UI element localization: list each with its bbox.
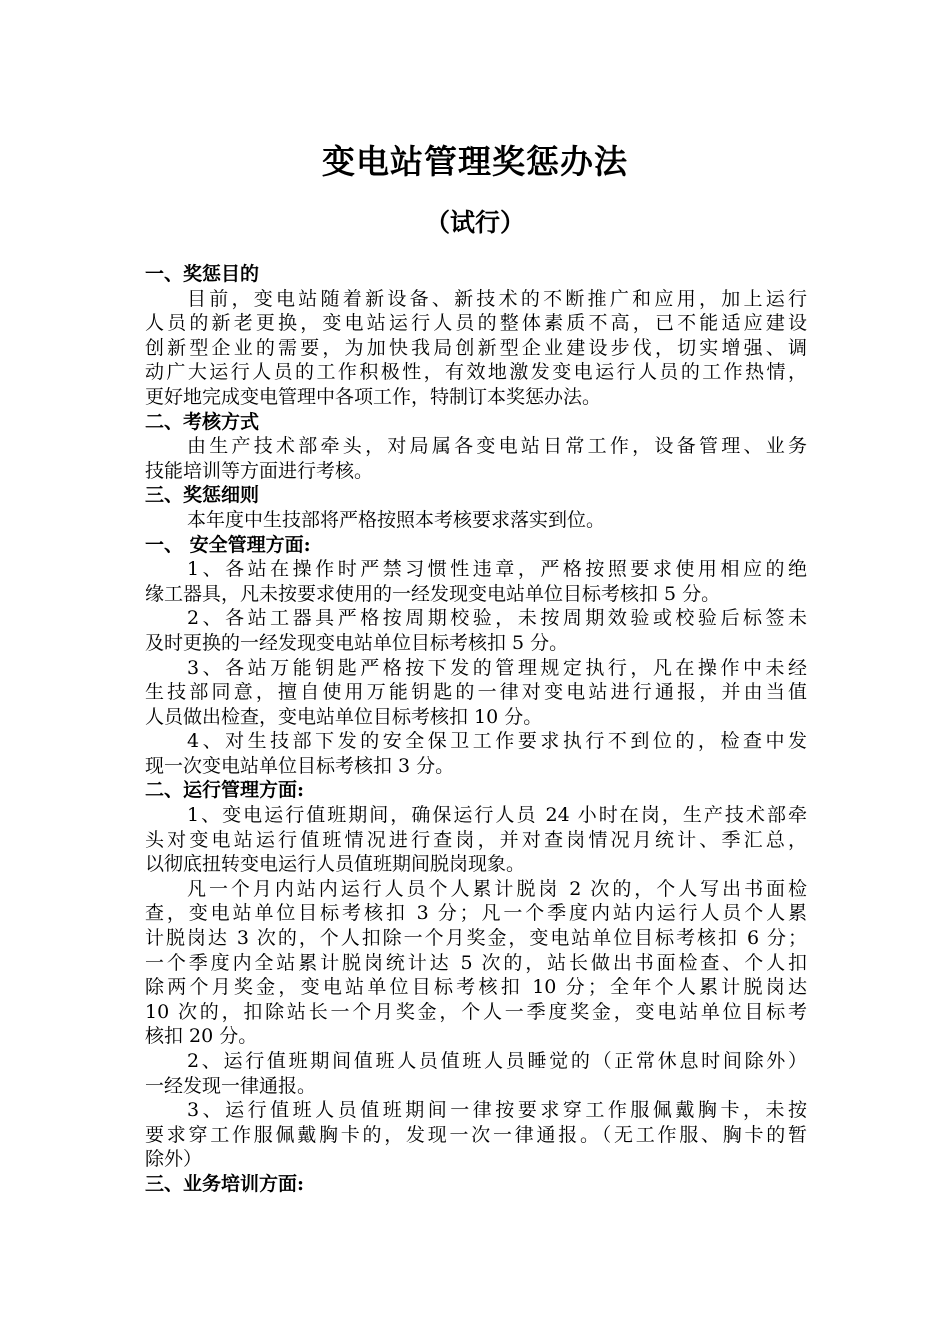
- paragraph-line: 由生产技术部牵头，对局属各变电站日常工作，设备管理、业务: [187, 435, 807, 458]
- paragraph-line: 及时更换的一经发现变电站单位目标考核扣 5 分。: [145, 631, 569, 654]
- paragraph-line: 凡一个月内站内运行人员个人累计脱岗 2 次的，个人写出书面检: [187, 877, 807, 900]
- paragraph-line: 1、变电运行值班期间，确保运行人员 24 小时在岗，生产技术部牵: [187, 804, 807, 827]
- subsection-heading: 一、 安全管理方面:: [145, 533, 311, 556]
- section-heading: 一、奖惩目的: [145, 263, 260, 285]
- section-heading: 三、奖惩细则: [145, 484, 260, 507]
- paragraph-line: 3、运行值班人员值班期间一律按要求穿工作服佩戴胸卡，未按: [187, 1099, 807, 1122]
- paragraph-line: 计脱岗达 3 次的，个人扣除一个月奖金，变电站单位目标考核扣 6 分；: [145, 927, 807, 950]
- paragraph-line: 2、各站工器具严格按周期校验，未按周期效验或校验后标签未: [187, 607, 807, 630]
- subsection-heading: 二、运行管理方面:: [145, 779, 305, 802]
- document-body: [145, 262, 807, 1197]
- paragraph-line: 一经发现一律通报。: [145, 1074, 317, 1097]
- paragraph-line: 生技部同意，擅自使用万能钥匙的一律对变电站进行通报，并由当值: [145, 681, 807, 704]
- paragraph-line: 1、各站在操作时严禁习惯性违章，严格按照要求使用相应的绝: [187, 558, 807, 581]
- paragraph-line: 缘工器具，凡未按要求使用的一经发现变电站单位目标考核扣 5 分。: [145, 582, 721, 605]
- paragraph-line: 除外）: [145, 1148, 203, 1171]
- paragraph-line: 本年度中生技部将严格按照本考核要求落实到位。: [187, 508, 606, 531]
- paragraph-line: 4、对生技部下发的安全保卫工作要求执行不到位的，检查中发: [187, 730, 807, 753]
- paragraph-line: 以彻底扭转变电运行人员值班期间脱岗现象。: [145, 853, 526, 876]
- paragraph-line: 核扣 20 分。: [145, 1025, 258, 1048]
- paragraph-line: 动广大运行人员的工作积极性，有效地激发变电运行人员的工作热情，: [145, 361, 807, 384]
- paragraph-line: 更好地完成变电管理中各项工作，特制订本奖惩办法。: [145, 385, 602, 408]
- paragraph-line: 头对变电站运行值班情况进行查岗，并对查岗情况月统计、季汇总，: [145, 828, 807, 851]
- paragraph-line: 技能培训等方面进行考核。: [145, 459, 374, 482]
- subsection-heading: 三、业务培训方面:: [145, 1172, 305, 1195]
- document-subtitle: （试行）: [424, 208, 525, 237]
- paragraph-line: 10 次的，扣除站长一个月奖金，个人一季度奖金，变电站单位目标考: [145, 1000, 807, 1023]
- paragraph-line: 要求穿工作服佩戴胸卡的，发现一次一律通报。（无工作服、胸卡的暂: [145, 1123, 807, 1146]
- paragraph-line: 人员做出检查，变电站单位目标考核扣 10 分。: [145, 705, 543, 728]
- paragraph-line: 查，变电站单位目标考核扣 3 分；凡一个季度内站内运行人员个人累: [145, 902, 807, 925]
- document-title: 变电站管理奖惩办法: [322, 142, 628, 181]
- paragraph-line: 人员的新老更换，变电站运行人员的整体素质不高，已不能适应建设: [145, 312, 807, 335]
- paragraph-line: 创新型企业的需要，为加快我局创新型企业建设步伐，切实增强、调: [145, 336, 807, 359]
- paragraph-line: 2、运行值班期间值班人员值班人员睡觉的（正常休息时间除外）: [187, 1050, 807, 1072]
- paragraph-line: 目前，变电站随着新设备、新技术的不断推广和应用，加上运行: [187, 287, 807, 310]
- paragraph-line: 3、各站万能钥匙严格按下发的管理规定执行，凡在操作中未经: [187, 656, 807, 679]
- paragraph-line: 现一次变电站单位目标考核扣 3 分。: [145, 754, 455, 777]
- paragraph-line: 除两个月奖金，变电站单位目标考核扣 10 分；全年个人累计脱岗达: [145, 976, 807, 999]
- section-heading: 二、考核方式: [145, 410, 260, 433]
- paragraph-line: 一个季度内全站累计脱岗统计达 5 次的，站长做出书面检查、个人扣: [145, 951, 807, 974]
